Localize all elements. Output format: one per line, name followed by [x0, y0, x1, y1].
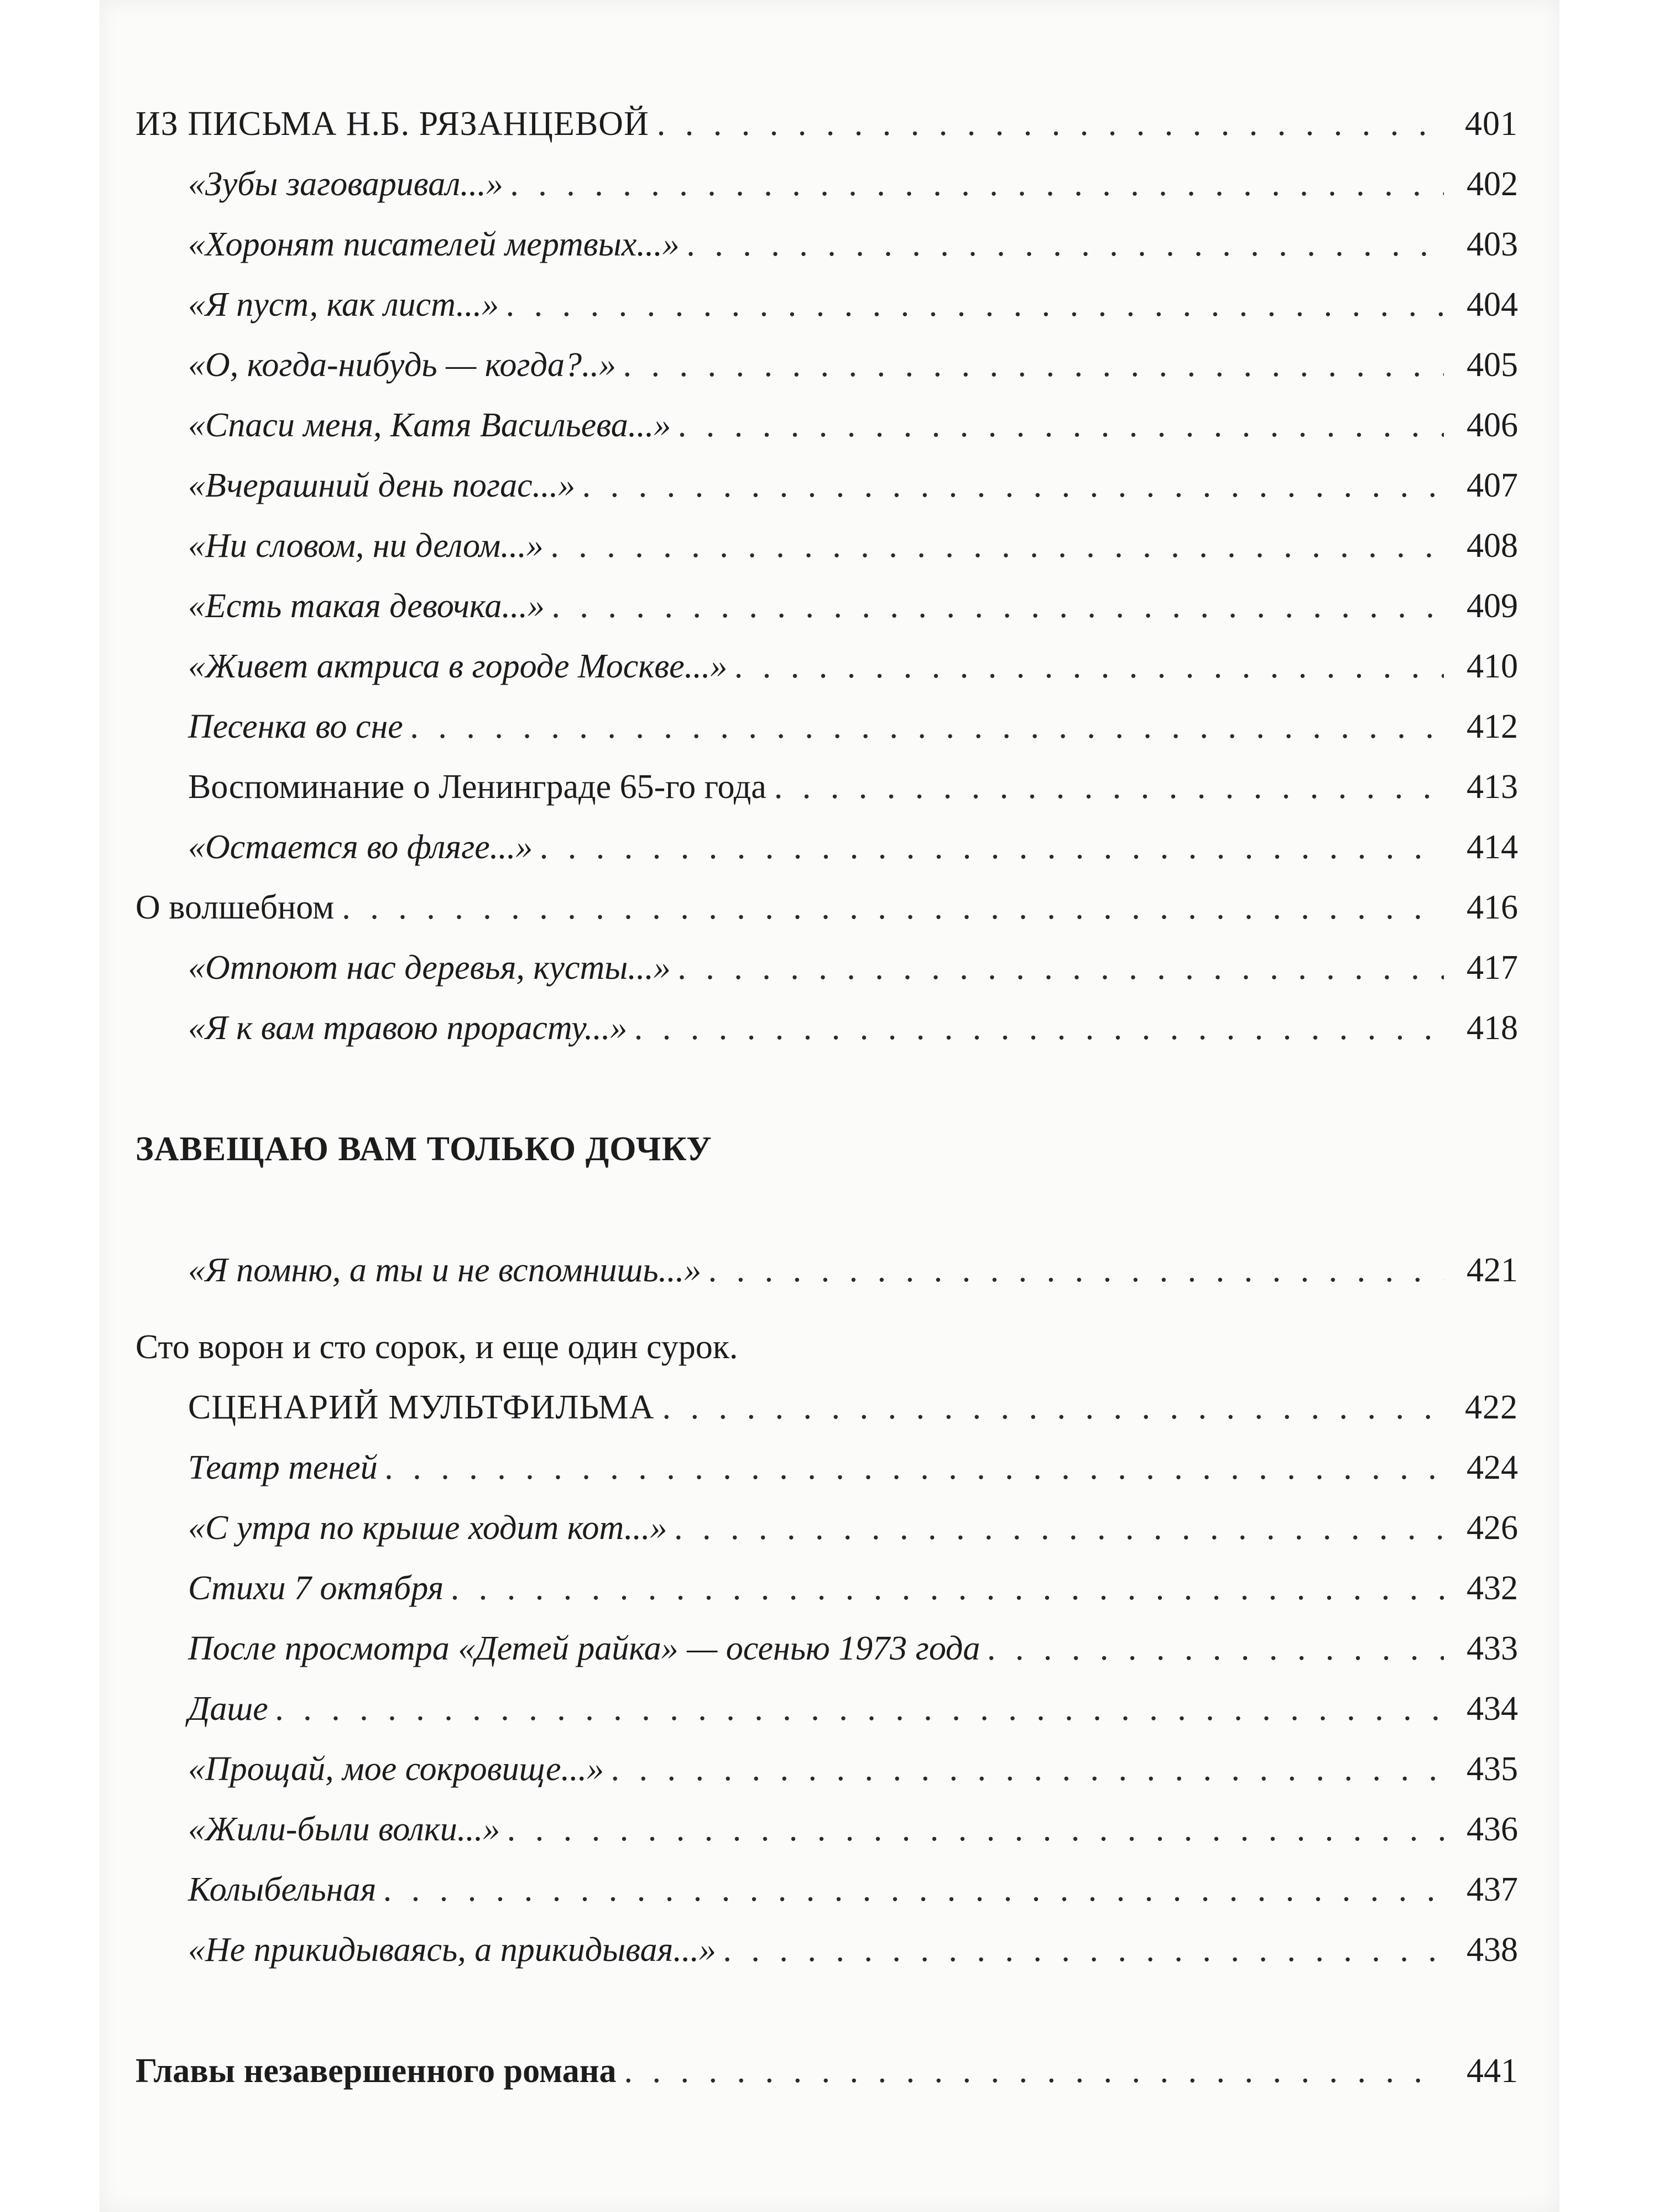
dot-leader — [624, 2041, 1444, 2101]
toc-entry-page: 437 — [1467, 1871, 1518, 1908]
toc-entry-page: 414 — [1467, 828, 1518, 866]
dot-leader — [511, 154, 1444, 215]
toc-entry-page: 438 — [1467, 1931, 1518, 1969]
toc-entry-page: 441 — [1467, 2052, 1518, 2090]
dot-leader — [540, 817, 1444, 878]
toc-entry-page: 422 — [1465, 1389, 1518, 1426]
toc-entry — [135, 335, 1518, 395]
dot-leader — [679, 938, 1444, 998]
toc-entry-page: 401 — [1465, 105, 1518, 143]
toc-entry — [135, 1240, 1518, 1301]
toc-entry-page: 424 — [1467, 1449, 1518, 1486]
toc-entry-page: 404 — [1467, 286, 1518, 324]
dot-leader — [735, 637, 1444, 697]
toc-entry-title: Колыбельная — [188, 1871, 377, 1908]
toc-entry-title: «Ни словом, ни делом...» — [188, 527, 544, 565]
dot-leader — [583, 456, 1444, 516]
dot-leader — [635, 998, 1444, 1058]
toc-entry-page: 436 — [1467, 1811, 1518, 1848]
toc-entry-page: 426 — [1467, 1509, 1518, 1547]
toc-entry-page: 406 — [1467, 406, 1518, 444]
toc-entry-page: 413 — [1467, 768, 1518, 806]
toc-entry — [135, 395, 1518, 456]
toc-entry-page: 432 — [1467, 1569, 1518, 1607]
toc-entry-title: «Я пуст, как лист...» — [188, 286, 499, 324]
spacer — [135, 1058, 1518, 1119]
toc-entry — [135, 1860, 1518, 1920]
dot-leader — [774, 757, 1444, 817]
dot-leader — [612, 1739, 1444, 1799]
toc-entry-title: «С утра по крыше ходит кот...» — [188, 1509, 667, 1547]
toc-entry-title: «Хоронят писателей мертвых...» — [188, 226, 680, 263]
dot-leader — [552, 576, 1444, 637]
toc-entry-title: «Живет актриса в городе Москве...» — [188, 648, 728, 685]
toc-entry-page: 409 — [1467, 587, 1518, 625]
toc-entry-title: «Не прикидываясь, а прикидывая...» — [188, 1931, 716, 1969]
toc-entry-title: «Спаси меня, Катя Васильева...» — [188, 406, 671, 444]
dot-leader — [624, 335, 1444, 395]
dot-leader — [679, 395, 1444, 456]
toc-entry — [135, 817, 1518, 878]
dot-leader — [657, 94, 1444, 154]
toc-entry-page: 434 — [1467, 1690, 1518, 1728]
toc-entry-title: О волшебном — [135, 889, 335, 926]
toc-entry — [135, 1558, 1518, 1619]
dot-leader — [451, 1558, 1444, 1619]
toc-entry-page: 408 — [1467, 527, 1518, 565]
spacer — [135, 1180, 1518, 1240]
dot-leader — [724, 1920, 1444, 1980]
toc-entry — [135, 1438, 1518, 1498]
toc-entry-title: Театр теней — [188, 1449, 378, 1486]
toc-entry — [135, 757, 1518, 817]
toc-entry-section — [135, 2041, 1518, 2101]
toc-entry-title: «Зубы заговаривал...» — [188, 165, 503, 203]
toc-entry-page: 416 — [1467, 889, 1518, 926]
toc-entry — [135, 878, 1518, 938]
toc-entry — [135, 938, 1518, 998]
toc-entry-title: ИЗ ПИСЬМА Н.Б. РЯЗАНЦЕВОЙ — [135, 105, 649, 143]
dot-leader — [411, 697, 1444, 757]
toc-entry-title: «Остается во фляге...» — [188, 828, 533, 866]
toc-entry — [135, 637, 1518, 697]
toc-entry-title: Песенка во сне — [188, 708, 403, 745]
toc-entry — [135, 275, 1518, 335]
toc-entry — [135, 1920, 1518, 1980]
toc-entry-page: 407 — [1467, 467, 1518, 504]
dot-leader — [507, 275, 1444, 335]
dot-leader — [385, 1438, 1444, 1498]
section-heading: ЗАВЕЩАЮ ВАМ ТОЛЬКО ДОЧКУ — [135, 1130, 712, 1168]
toc-entry-page: 433 — [1467, 1630, 1518, 1667]
dot-leader — [342, 878, 1444, 938]
toc-entry — [135, 1498, 1518, 1558]
toc-entry — [135, 456, 1518, 516]
dot-leader — [687, 215, 1444, 275]
toc-entry-title: Даше — [188, 1690, 268, 1728]
toc-entry-title-line: Сто ворон и сто сорок, и еще один сурок. — [135, 1328, 738, 1366]
toc-entry-page: 403 — [1467, 226, 1518, 263]
toc-entry-title: «Вчерашний день погас...» — [188, 467, 576, 504]
toc-entry-title: «Прощай, мое сокровище...» — [188, 1750, 604, 1788]
dot-leader — [675, 1498, 1444, 1558]
toc-entry-title: После просмотра «Детей райка» — осенью 1973 года — [188, 1630, 980, 1667]
toc-entry — [135, 1378, 1518, 1438]
dot-leader — [508, 1799, 1444, 1860]
toc-entry — [135, 516, 1518, 576]
toc-entry-page: 435 — [1467, 1750, 1518, 1788]
toc-entry — [135, 1799, 1518, 1860]
table-of-contents — [135, 94, 1518, 2101]
toc-entry-section — [135, 94, 1518, 154]
toc-entry-title: Стихи 7 октября — [188, 1569, 444, 1607]
toc-entry-page: 421 — [1467, 1251, 1518, 1289]
toc-entry — [135, 215, 1518, 275]
spacer — [135, 1980, 1518, 2041]
toc-entry-title: Воспоминание о Ленинграде 65-го года — [188, 768, 766, 806]
toc-entry — [135, 154, 1518, 215]
toc-entry — [135, 1619, 1518, 1679]
toc-entry-title: «Есть такая девочка...» — [188, 587, 545, 625]
dot-leader — [384, 1860, 1444, 1920]
toc-entry — [135, 1679, 1518, 1739]
toc-entry-title: «Жили-были волки...» — [188, 1811, 500, 1848]
toc-entry — [135, 576, 1518, 637]
toc-entry-title: «Я к вам травою прорасту...» — [188, 1009, 628, 1047]
toc-entry-title: «Я помню, а ты и не вспомнишь...» — [188, 1251, 702, 1289]
toc-entry-page: 405 — [1467, 346, 1518, 384]
toc-entry-title: «О, когда-нибудь — когда?..» — [188, 346, 616, 384]
toc-entry-page: 418 — [1467, 1009, 1518, 1047]
toc-entry-page: 402 — [1467, 165, 1518, 203]
dot-leader — [276, 1679, 1444, 1739]
toc-entry-page: 417 — [1467, 949, 1518, 987]
toc-entry-title: «Отпоют нас деревья, кусты...» — [188, 949, 671, 987]
toc-entry-title: Главы незавершенного романа — [135, 2052, 617, 2090]
toc-entry — [135, 1739, 1518, 1799]
toc-entry-page: 410 — [1467, 648, 1518, 685]
spacer — [135, 1301, 1518, 1317]
toc-entry — [135, 697, 1518, 757]
toc-entry-page: 412 — [1467, 708, 1518, 745]
toc-entry-title: СЦЕНАРИЙ МУЛЬТФИЛЬМА — [188, 1389, 655, 1426]
dot-leader — [662, 1378, 1444, 1438]
dot-leader — [709, 1240, 1444, 1301]
dot-leader — [551, 516, 1444, 576]
dot-leader — [988, 1619, 1444, 1679]
toc-entry — [135, 998, 1518, 1058]
